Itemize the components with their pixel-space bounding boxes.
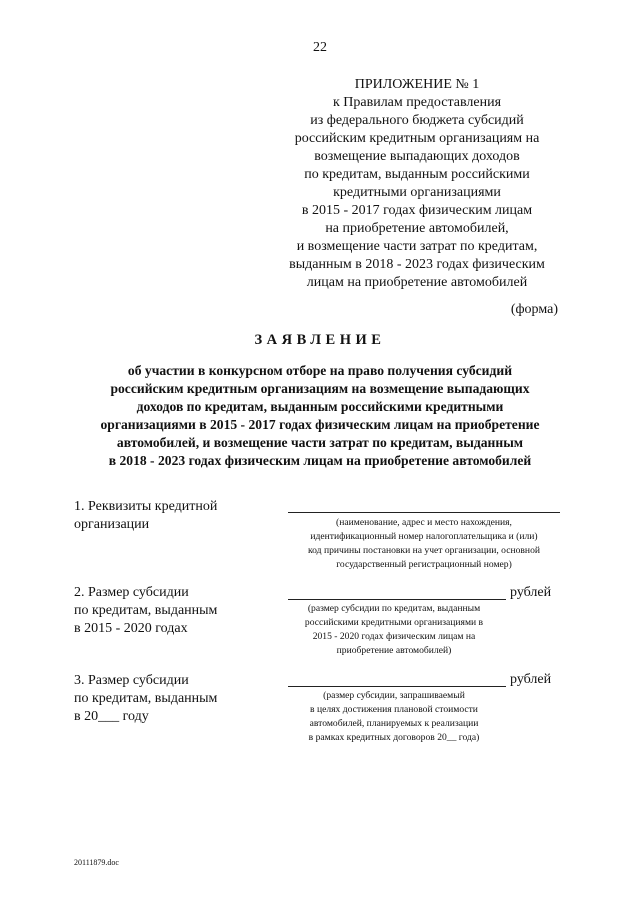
page-number: 22 — [313, 40, 327, 55]
item-2-fill-line[interactable] — [288, 599, 506, 600]
hint-line: (размер субсидии, запрашиваемый — [323, 690, 465, 701]
item-2-hint — [276, 602, 512, 658]
document-title: ЗАЯВЛЕНИЕ — [254, 332, 386, 348]
item-3-label — [74, 672, 217, 726]
item-label-line: в 2015 - 2020 годах — [74, 621, 188, 636]
subtitle-line: автомобилей, и возмещение части затрат по кредитам, выданным — [116, 435, 524, 450]
item-2-label — [74, 584, 217, 638]
item-label-line: в 20___ году — [74, 709, 149, 724]
appendix-line: и возмещение части затрат по кредитам, — [296, 239, 538, 254]
item-1-label — [74, 498, 217, 534]
hint-line: (наименование, адрес и место нахождения, — [336, 517, 512, 528]
hint-line: (размер субсидии по кредитам, выданным — [307, 603, 481, 614]
appendix-line: лицам на приобретение автомобилей — [306, 275, 528, 290]
appendix-header — [272, 76, 562, 292]
appendix-line: кредитными организациями — [333, 185, 501, 200]
item-label-line: по кредитам, выданным — [74, 691, 218, 706]
subtitle-line: об участии в конкурсном отборе на право получения субсидий — [127, 363, 513, 378]
item-label-line: 2. Размер субсидии — [74, 585, 189, 600]
subtitle-line: в 2018 - 2023 годах физическим лицам на приобретение автомобилей — [108, 453, 532, 468]
hint-line: приобретение автомобилей) — [336, 645, 452, 656]
subtitle-line: организациями в 2015 - 2017 годах физическим лицам на приобретение — [100, 417, 540, 432]
hint-line: в целях достижения плановой стоимости — [310, 704, 478, 715]
appendix-line: из федерального бюджета субсидий — [310, 113, 524, 128]
form-label: (форма) — [510, 302, 558, 317]
hint-line: 2015 - 2020 годах физическим лицам на — [312, 631, 476, 642]
appendix-line: в 2015 - 2017 годах физическим лицам — [301, 203, 533, 218]
appendix-line: по кредитам, выданным российскими — [304, 167, 530, 182]
item-2-unit: рублей — [510, 585, 552, 600]
item-label-line: 3. Размер субсидии — [74, 673, 189, 688]
appendix-line: ПРИЛОЖЕНИЕ № 1 — [354, 77, 480, 92]
hint-line: государственный регистрационный номер) — [336, 559, 512, 570]
item-1-hint — [286, 516, 562, 572]
hint-line: идентификационный номер налогоплательщика и (или) — [310, 531, 538, 542]
appendix-line: к Правилам предоставления — [332, 95, 502, 110]
document-subtitle — [40, 362, 600, 470]
appendix-line: на приобретение автомобилей, — [325, 221, 509, 236]
item-3-hint — [276, 689, 512, 745]
item-3-fill-line[interactable] — [288, 686, 506, 687]
appendix-line: российским кредитным организациям на — [294, 131, 540, 146]
appendix-line: возмещение выпадающих доходов — [314, 149, 520, 164]
hint-line: код причины постановки на учет организации, основной — [307, 545, 540, 556]
appendix-line: выданным в 2018 - 2023 годах физическим — [289, 257, 545, 272]
item-label-line: 1. Реквизиты кредитной — [74, 499, 218, 514]
subtitle-line: доходов по кредитам, выданным российскими кредитными — [136, 399, 504, 414]
hint-line: автомобилей, планируемых к реализации — [309, 718, 479, 729]
hint-line: российскими кредитными организациями в — [304, 617, 484, 628]
item-3-unit: рублей — [510, 672, 552, 687]
footer-filename: 20111879.doc — [74, 858, 119, 867]
subtitle-line: российским кредитным организациям на возмещение выпадающих — [110, 381, 530, 396]
hint-line: в рамках кредитных договоров 20__ года) — [308, 732, 480, 743]
item-label-line: организации — [74, 517, 150, 532]
item-label-line: по кредитам, выданным — [74, 603, 218, 618]
item-1-fill-line[interactable] — [288, 512, 560, 513]
